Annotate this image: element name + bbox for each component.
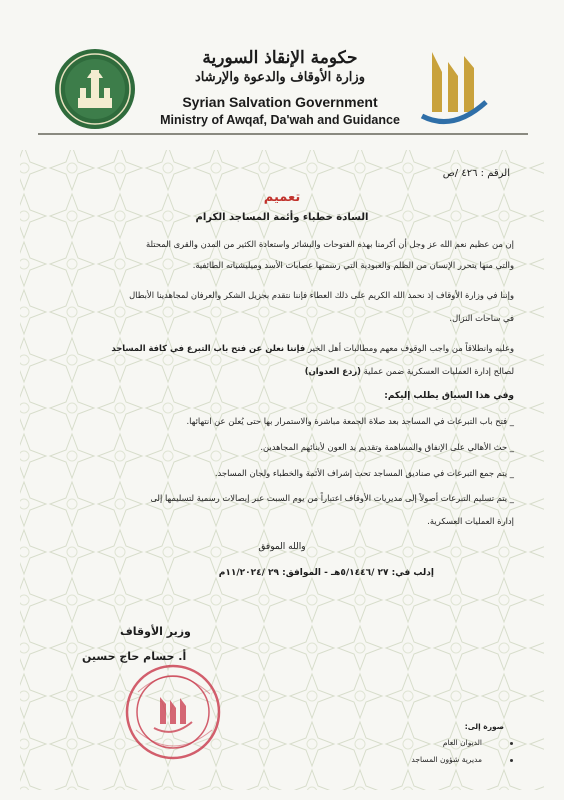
header-divider (38, 133, 528, 135)
announcement-text: فإننا نعلن عن فتح باب التبرع في كافة المساجد (111, 343, 306, 353)
instruction-item: _ حث الأهالي على الإنفاق والمساهمة وتقديم يد العون لأبنائهم المجاهدين. (260, 442, 514, 452)
ministry-name-ar: وزارة الأوقاف والدعوة والإرشاد (195, 70, 365, 85)
addressee: السادة خطباء وأئمة المساجد الكرام (195, 212, 369, 223)
paragraph-line (305, 364, 514, 378)
closing-phrase: والله الموفق (258, 542, 306, 552)
context-heading: وفي هذا السياق يطلب إليكم: (384, 391, 514, 401)
syria-logo (412, 42, 494, 132)
instruction-item: _ يتم جمع التبرعات في صناديق المساجد تحت إشراف الأئمة والخطباء ولجان المساجد. (214, 468, 514, 478)
copy-recipient: الديوان العام (442, 738, 482, 747)
bullet-icon (510, 742, 513, 745)
paragraph-line: وإننا في وزارة الأوقاف إذ نحمد الله الكريم على ذلك العطاء فإننا نتقدم بجزيل الشكر والعرفان لمجاهدينا الأبطال (129, 290, 514, 300)
reference-number: الرقم : ٤٢٦ /ص (442, 168, 510, 179)
paragraph-text: لصالح إدارة العمليات العسكرية ضمن عملية (360, 366, 514, 376)
official-stamp (118, 662, 228, 762)
ministry-name-en: Ministry of Awqaf, Da'wah and Guidance (160, 113, 400, 127)
signature-name: أ. حسام حاج حسين (82, 650, 187, 663)
copy-recipient: مديرية شؤون المساجد (411, 755, 482, 764)
copies-heading: صورة إلى: (464, 722, 504, 731)
gov-name-ar: حكومة الإنقاذ السورية (202, 48, 358, 68)
instruction-item: إدارة العمليات العسكرية. (427, 516, 514, 526)
paragraph-line: والتي منها يتحرر الإنسان من الظلم والعبودية التي رسمتها عصابات الأسد وميليشياته الطائفية. (192, 260, 514, 270)
gov-name-en: Syrian Salvation Government (182, 94, 378, 110)
instruction-item: _ يتم تسليم التبرعات أصولاً إلى مديريات الأوقاف اعتباراً من يوم السبت عبر إيصالات رسمية لتسليمها إلى (150, 493, 514, 503)
bullet-icon (510, 759, 513, 762)
instruction-item: _ فتح باب التبرعات في المساجد بعد صلاة الجمعة مباشرة والاستمرار بها حتى يُعلن عن انتهائها. (186, 416, 514, 426)
paragraph-line: في ساحات النزال. (449, 313, 514, 323)
operation-name: (ردع العدوان) (304, 366, 361, 376)
signature-title: وزير الأوقاف (120, 625, 191, 638)
paragraph-line (111, 341, 514, 355)
ministry-seal (54, 48, 136, 130)
date-line: إدلب في: ٢٧ /٥/١٤٤٦هـ - الموافق: ٢٩ /١١/٢٠٢٤م (218, 568, 434, 578)
document-title: تعميم (263, 190, 301, 205)
paragraph-line: إن من عظيم نعم الله عز وجل أن أكرمنا بهذه الفتوحات والبشائر واستعادة الكثير من المدن والقرى المحتلة (146, 239, 514, 249)
paragraph-text: وعليه وانطلاقاً من واجب الوقوف معهم ومطالبات أهل الخير (305, 343, 514, 353)
